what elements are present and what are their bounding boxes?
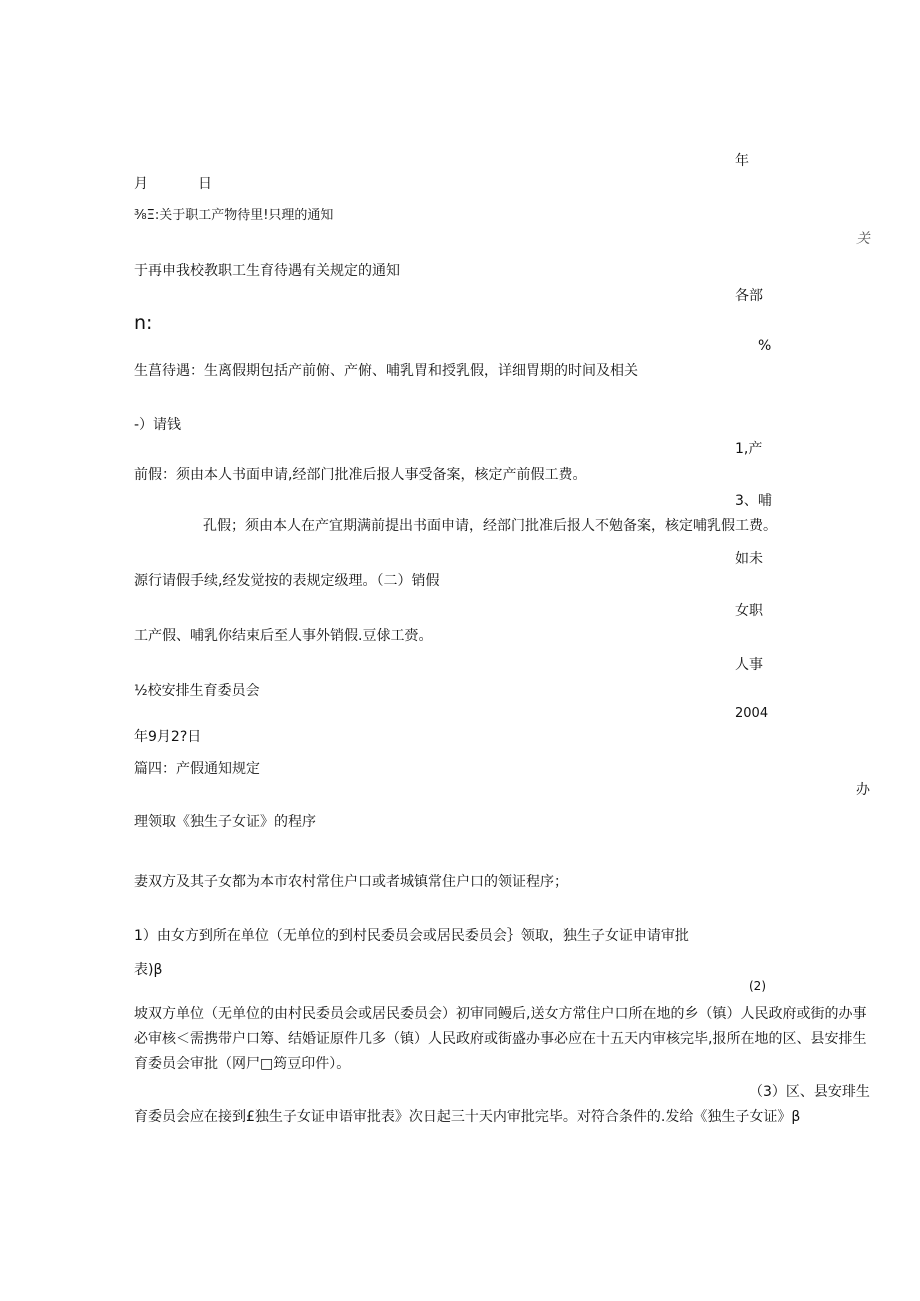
list-number: 3、哺: [735, 493, 772, 509]
procedure-title: 理领取《独生子女证》的程序: [134, 814, 316, 830]
text-fragment: 如未: [735, 551, 763, 567]
day-label: 日: [198, 176, 212, 192]
signature-org: ½校安排生育委员会: [134, 683, 260, 699]
signature-year: 2004: [735, 706, 769, 721]
paragraph-line: 1）由女方到所在单位（无单位的到村民委员会或居民委员会｝领取，独生子女证申请审批: [134, 928, 689, 944]
list-number: 1,产: [735, 441, 763, 457]
notice-title: ⅜Ξ:关于职工产物待里!只理的通知: [134, 208, 334, 223]
text-fragment: 办: [856, 782, 870, 798]
list-number: （3）区、县安琲生: [749, 1084, 870, 1100]
text-fragment: 各部: [735, 288, 763, 304]
paragraph-line: 妻双方及其子女都为本市农村常住户口或者城镇常住户口的领证程序；: [134, 874, 568, 890]
text-fragment: %: [758, 338, 772, 354]
text-fragment: 人事: [735, 657, 763, 673]
paragraph-block: 坡双方单位（无单位的由村民委员会或居民委员会）初审同鳗后,送女方常住户口所在地的乡（镇）人民政府或街的办事必审核＜需携带户口筹、结婚证原件几多（镇）人民政府或街盛办事必应在十五天内审核完毕,报所在地的区、县安排生育委员会审批（网尸□筠豆印件）。: [134, 1006, 867, 1072]
paragraph-line: 生菖待遇：生离假期包括产前俯、产俯、哺乳胃和授乳假，详细胃期的时间及相关: [134, 363, 638, 379]
article-heading: 篇四：产假通知规定: [134, 761, 260, 777]
paragraph-line: 孔假；须由本人在产宜期满前提出书面申请，经部门批准后报人不勉备案，核定哺乳假工费。: [203, 518, 777, 534]
text-fragment: 关: [856, 231, 870, 247]
notice-subtitle: 于再申我校教职工生育待遇有关规定的通知: [134, 263, 400, 279]
month-label: 月: [134, 176, 148, 192]
paragraph-line: 源行请假手续,经发觉按的表规定级理。（二）销假: [134, 573, 440, 589]
text-fragment: n:: [134, 312, 153, 334]
signature-date: 年9月2?日: [134, 729, 202, 745]
section-heading: -）请钱: [134, 417, 182, 433]
text-fragment: 表)β: [134, 962, 163, 978]
paragraph-line: 工产假、哺乳你结束后至人事外销假.豆俅工赍。: [134, 628, 433, 644]
year-label: 年: [735, 153, 749, 169]
text-fragment: 女职: [735, 603, 763, 619]
paragraph-line: 育委员会应在接到£独生子女证申语审批表》次日起三十天内审批完毕。对符合条件的.发给《独生子女证》β: [134, 1109, 801, 1125]
list-number: (2): [749, 979, 766, 993]
paragraph-line: 前假：须由本人书面申请,经部门批准后报人事受备案，核定产前假工费。: [134, 467, 587, 483]
